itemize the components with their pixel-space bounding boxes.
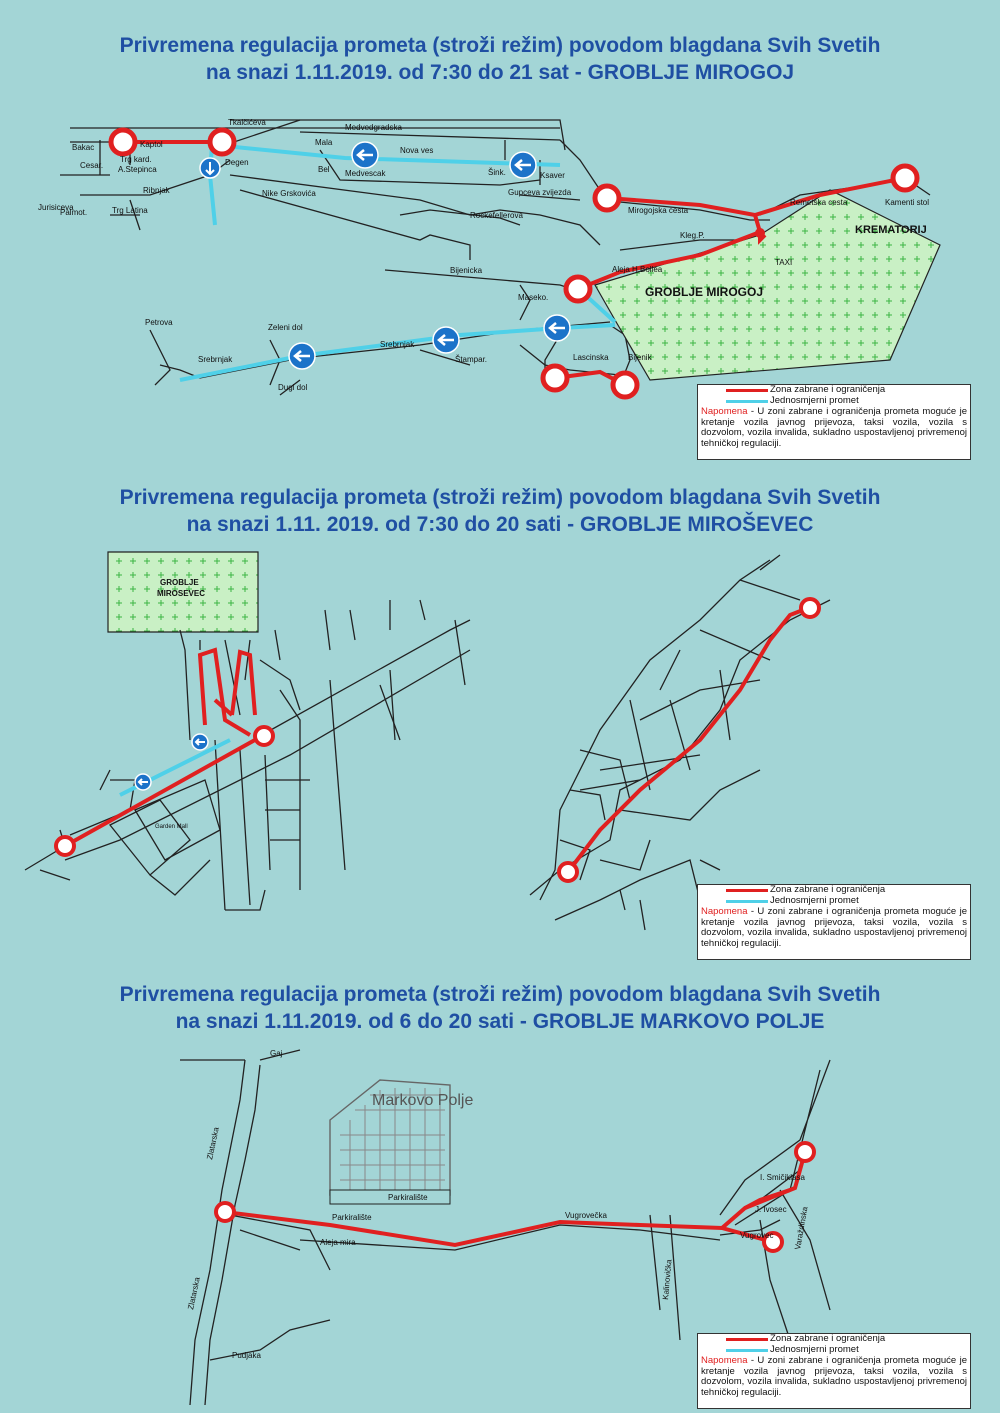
- closure-marker-lascinska: [543, 366, 567, 390]
- street-label: Kamenti stol: [885, 198, 930, 207]
- oneway-signs: [135, 734, 208, 790]
- crematorium-label: KREMATORIJ: [855, 224, 927, 236]
- street-label: Medvescak: [345, 169, 386, 178]
- street-label: Petrova: [145, 318, 173, 327]
- oneway-arrow-icon: [200, 158, 220, 178]
- street-label: Pudjaka: [232, 1351, 261, 1360]
- oneway-arrow-icon: [192, 734, 208, 750]
- street-label: Kaptol: [140, 140, 163, 149]
- oneway-arrow-icon: [135, 774, 151, 790]
- legend-note-prefix: Napomena: [701, 1355, 748, 1366]
- street-label: Parkiralište: [332, 1213, 372, 1222]
- street-label: Mirogojska cesta: [628, 206, 689, 215]
- street-label: Kalinovička: [661, 1259, 674, 1301]
- street-label: Zlatarska: [186, 1276, 202, 1311]
- legend-oneway-label: Jednosmjerni promet: [770, 895, 859, 906]
- street-label: Dugi dol: [278, 383, 308, 392]
- street-label: Bakac: [72, 143, 95, 152]
- section3-title: [0, 981, 1000, 1035]
- oneway-arrow-icon: [510, 152, 536, 178]
- closure-marker-kaptol-east: [210, 130, 234, 154]
- garden-mall-label: Garden Mall: [155, 824, 188, 830]
- cemetery-name-mirosevec-1: GROBLJE: [160, 578, 199, 587]
- street-label: Varaždinska: [793, 1206, 810, 1251]
- legend-oneway-label: Jednosmjerni promet: [770, 395, 859, 406]
- section2-title-line2: na snazi 1.11. 2019. od 7:30 do 20 sati - GROBLJE MIROŠEVEC: [186, 513, 814, 536]
- street-label: Ribnjak: [143, 186, 170, 195]
- junction-marker: [755, 228, 765, 238]
- street-label: Štampar.: [455, 355, 488, 364]
- street-label: J. Ivosec: [755, 1205, 787, 1214]
- legend-markovo-polje: [697, 1333, 971, 1409]
- closure-marker-zlatarska: [216, 1203, 234, 1221]
- street-label: Trg Latina: [112, 206, 148, 215]
- closure-marker-south: [559, 863, 577, 881]
- closure-marker-kamenti-stol: [893, 166, 917, 190]
- street-label: Medvedgradska: [345, 123, 402, 132]
- legend-note-text: - U zoni zabrane i ograničenja prometa moguće je kretanje vozila javnog prijevoza, taksi vozila, vozila s dozvolom, vozila invalida, sukladno uspostavljenoj privremenoj tehničkoj regulaciji.: [701, 406, 967, 449]
- legend-restricted-label: Zona zabrane i ograničenja: [770, 1333, 886, 1344]
- street-label: Srebrnjak: [198, 355, 233, 364]
- legend-note-prefix: Napomena: [701, 406, 748, 417]
- street-label: Šink.: [488, 168, 506, 177]
- street-label: Gaj: [270, 1049, 283, 1058]
- street-label: Ksaver: [540, 171, 565, 180]
- markovo-polje-place-label: Markovo Polje: [372, 1092, 474, 1109]
- section3-title-line2: na snazi 1.11.2019. od 6 do 20 sati - GROBLJE MARKOVO POLJE: [175, 1010, 825, 1033]
- street-label: Cesar.: [80, 161, 104, 170]
- street-label: Tkalčićeva: [228, 118, 266, 127]
- street-label: Aleja H.Bollea: [612, 265, 663, 274]
- closure-marker-west: [56, 837, 74, 855]
- legend-note: [698, 1356, 970, 1398]
- street-label: Trg kard.: [120, 155, 152, 164]
- closure-marker-kaptol-west: [111, 130, 135, 154]
- street-label: Gupceva zvijezda: [508, 188, 572, 197]
- street-label: Maseko.: [518, 293, 549, 302]
- street-label: Lascinska: [573, 353, 609, 362]
- legend-note-text: - U zoni zabrane i ograničenja prometa moguće je kretanje vozila javnog prijevoza, taksi vozila, vozila s dozvolom, vozila invalida, sukladno uspostavljenoj privremenoj tehničkoj regulaciji.: [701, 906, 967, 949]
- street-label: Zeleni dol: [268, 323, 303, 332]
- section2-title: [0, 484, 1000, 538]
- street-label: Bijenicka: [450, 266, 483, 275]
- street-label: Palmot.: [60, 208, 88, 217]
- oneway-arrow-icon: [433, 327, 459, 353]
- street-label: Srebrnjak: [380, 340, 415, 349]
- street-label: Vugrovec: [740, 1231, 774, 1240]
- oneway-arrow-icon: [289, 343, 315, 369]
- cemetery-name-mirogoj: GROBLJE MIROGOJ: [645, 285, 764, 299]
- closure-markers: [56, 599, 819, 881]
- street-label: Vugrovečka: [565, 1211, 607, 1220]
- legend-oneway-label: Jednosmjerni promet: [770, 1344, 859, 1355]
- section1-title-line2: na snazi 1.11.2019. od 7:30 do 21 sat - GROBLJE MIROGOJ: [205, 61, 795, 84]
- street-label: TAXI: [775, 258, 793, 267]
- closure-marker-varazdinska: [796, 1143, 814, 1161]
- street-label: A.Stepinca: [118, 165, 157, 174]
- street-label: Bel: [318, 165, 330, 174]
- oneway-arrow-icon: [544, 315, 570, 341]
- closure-marker-east: [255, 727, 273, 745]
- cemetery-name-mirosevec-2: MIROSEVEC: [157, 589, 206, 598]
- street-label: I. Smičiklasa: [760, 1173, 805, 1182]
- street-label: Mala: [315, 138, 333, 147]
- street-label: Nike Grskovića: [262, 189, 316, 198]
- legend-note-text: - U zoni zabrane i ograničenja prometa moguće je kretanje vozila javnog prijevoza, taksi vozila, vozila s dozvolom, vozila invalida, sukladno uspostavljenoj privremenoj tehničkoj regulaciji.: [701, 1355, 967, 1398]
- street-label: Rockefellerova: [470, 211, 523, 220]
- legend-note: [698, 907, 970, 949]
- closure-marker-bijenicka: [566, 277, 590, 301]
- closure-marker-north: [801, 599, 819, 617]
- street-label: Bijenik: [628, 353, 652, 362]
- street-network-left: [25, 600, 470, 910]
- legend-mirogoj: [697, 384, 971, 460]
- legend-restricted-label: Zona zabrane i ograničenja: [770, 884, 886, 895]
- restricted-zone: [225, 1152, 805, 1245]
- street-label: Remetska cesta: [790, 198, 848, 207]
- street-label: Nova ves: [400, 146, 434, 155]
- street-label: Parkiralište: [388, 1193, 428, 1202]
- street-label: Zlatarska: [205, 1126, 221, 1161]
- closure-marker-bijenik: [613, 373, 637, 397]
- legend-mirosevec: [697, 884, 971, 960]
- legend-restricted-label: Zona zabrane i ograničenja: [770, 384, 886, 395]
- closure-marker-mirogojska: [595, 186, 619, 210]
- section1-title-line1: Privremena regulacija prometa (stroži režim) povodom blagdana Svih Svetih: [119, 34, 881, 57]
- street-label: Jurisiceva: [38, 203, 74, 212]
- street-label: Degen: [225, 158, 249, 167]
- section2-title-line1: Privremena regulacija prometa (stroži režim) povodom blagdana Svih Svetih: [119, 486, 881, 509]
- legend-note: [698, 407, 970, 449]
- section3-title-line1: Privremena regulacija prometa (stroži režim) povodom blagdana Svih Svetih: [119, 983, 881, 1006]
- street-label: Kleg.P.: [680, 231, 705, 240]
- oneway-arrow-icon: [352, 142, 378, 168]
- legend-note-prefix: Napomena: [701, 906, 748, 917]
- street-label: Aleja mira: [320, 1238, 356, 1247]
